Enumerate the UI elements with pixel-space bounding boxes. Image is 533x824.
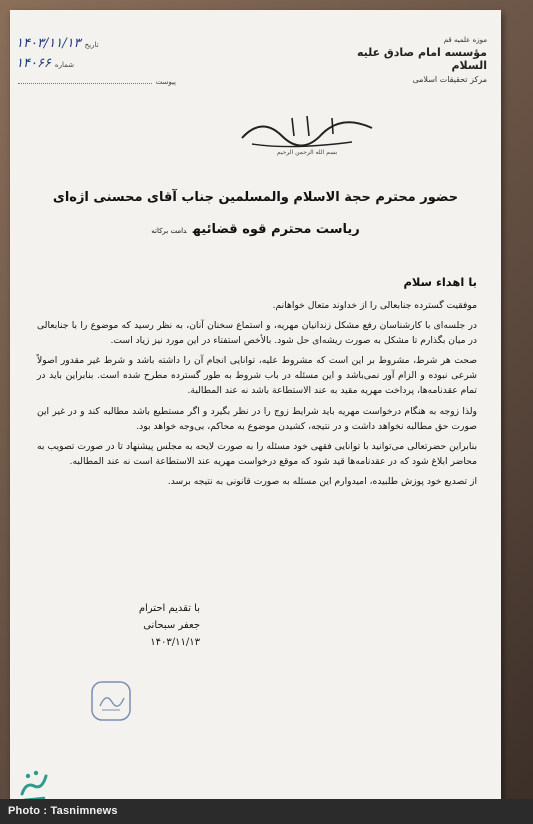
paragraph: بنابراین حضرتعالی می‌توانید با توانایی فقهی خود مسئله را به صورت لایحه به مجلس پیشنهاد تا در صورت تصویب به محاضر ابلاغ شود که در عقدنامه‌ها قید شود که موقع درخواست مهریه عند الاستطاعة است نه عند المطالبه. [37,440,477,467]
date-label: تاریخ [84,41,99,49]
paragraph: موفقیت گسترده جنابعالی را از خداوند متعال خواهانم. [272,300,477,311]
org-name: مؤسسه امام صادق علیه السلام [356,46,487,72]
sign-date: ۱۴۰۳/۱۱/۱۳ [150,637,200,648]
basmala-text: بسم الله الرحمن الرحیم [276,149,338,156]
org-sub: مرکز تحقیقات اسلامی [412,75,487,84]
attachment-label: پیوست [155,78,176,86]
number-label: شماره [54,61,75,69]
paragraph: ولذا زوجه به هنگام درخواست مهریه باید شرایط زوج را در نظر بگیرد و اگر مستطیع باشد مطالبه کند و در غیر این صورت حق مطالبه نخواهد داشت و در نتیجه، کشیدن موضوع به محاکم، بی‌وجه خواهد بود. [37,405,477,432]
greeting: با اهداء سلام [403,275,477,289]
caption-bar [0,799,533,824]
photo-caption: Photo : Tasnimnews [8,805,118,817]
letter-sheet [10,10,501,799]
date-row [16,36,176,56]
paragraph: در جلسه‌ای با کارشناسان رفع مشکل زندانیان مهریه، و استماع سخنان آنان، به نظر رسید که موضوع را با جنابعالی در میان بگذارم تا مشکل به صورت ریشه‌ای حل شود. بالأخص استفتاء در این مورد نیز زیاد است. [37,320,477,347]
addressee-line: حضور محترم حجة الاسلام والمسلمین جناب آقای محسنی اژه‌ای [52,190,459,205]
signer-name: جعفر سبحانی [143,620,200,631]
number-row [16,56,176,76]
office-line [10,222,501,237]
basmala-calligraphy [232,106,382,156]
closing: با تقدیم احترام [138,603,200,614]
signature-block [80,600,200,651]
paragraph: از تصدیع خود پوزش طلبیده، امیدوارم این مسئله به صورت قانونی به نتیجه برسد. [167,475,477,487]
number-value: ۱۴۰۶۶ [16,56,51,71]
tasnim-logo [16,764,52,799]
office-note: دامت برکاته [151,227,187,235]
paragraph: صحت هر شرط، مشروط بر این است که مشروط علیه، توانایی انجام آن را داشته باشد و شرط غیر مقدور اصولاً شرعی نبوده و الزام آور نمی‌باشد و این مسئله در باب شروط به طور گسترده مطرح شده است. بنابراین باید در تمام عقدنامه‌ها، پرداخت مهریه مقید به عند الاستطاعة باشد نه عند المطالبة. [37,355,477,397]
letter-meta [16,36,176,96]
office-title: ریاست محترم قوه قضائیه [192,222,360,237]
letterhead [337,36,487,84]
attachment-line [18,76,152,84]
date-value: ۱۴۰۳/۱۱/۱۳ [16,36,81,51]
seal-stamp [88,678,134,724]
attachment-row [16,76,176,96]
letter-body [37,298,477,494]
org-top-line: موزه علمیه قم [443,36,487,44]
